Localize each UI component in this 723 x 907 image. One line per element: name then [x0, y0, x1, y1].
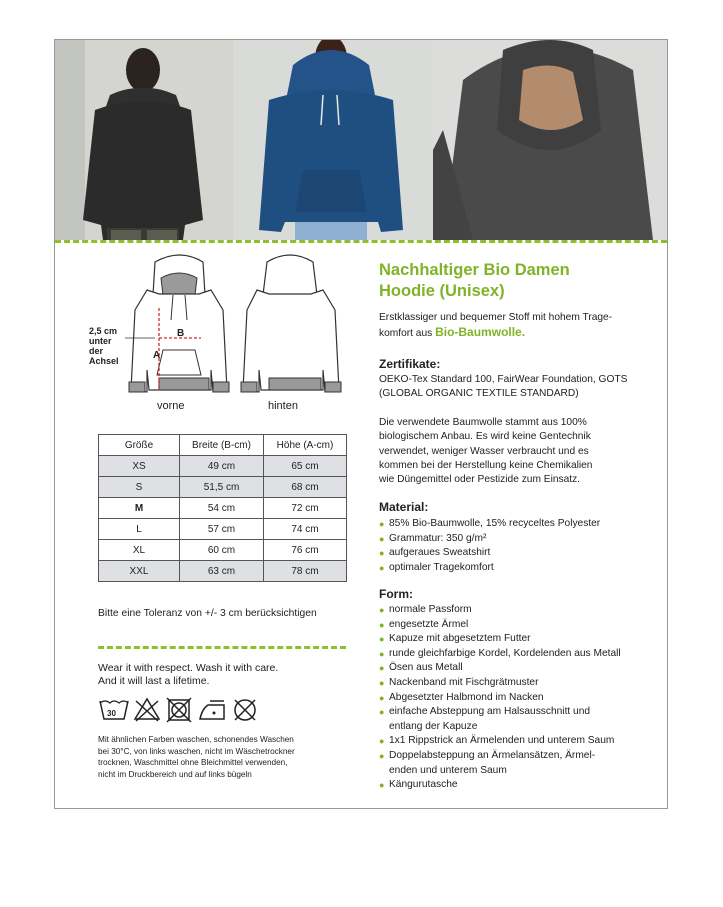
cotton-line: kommen bei der Herstellung keine Chemikalien [379, 459, 593, 471]
bullet-icon: ● [379, 533, 385, 544]
cell-width: 57 cm [180, 519, 264, 540]
list-item [379, 618, 621, 633]
header-height: Höhe (A-cm) [264, 435, 347, 456]
list-item-text: aufgeraues Sweatshirt [389, 547, 491, 559]
photo-blue-hoodie-front [233, 40, 433, 240]
cell-width: 60 cm [180, 540, 264, 561]
bullet-icon: ● [379, 663, 385, 674]
cell-size: L [99, 519, 180, 540]
cell-width: 49 cm [180, 456, 264, 477]
bullet-icon: ● [379, 736, 385, 747]
intro-prefix: komfort aus [379, 328, 436, 340]
care-instructions [98, 734, 295, 780]
product-photos [55, 40, 667, 240]
armpit-note-line: Achsel [89, 356, 119, 366]
divider-care [98, 646, 346, 649]
cell-width: 51,5 cm [180, 477, 264, 498]
list-item [379, 603, 621, 618]
list-item-text: Grammatur: 350 g/m² [389, 532, 487, 544]
list-item-text: Kapuze mit abgesetztem Futter [389, 633, 531, 645]
bullet-icon: ● [379, 562, 385, 573]
table-row [99, 456, 347, 477]
photo-grey-hoodie-detail [433, 40, 667, 240]
front-label: vorne [157, 400, 185, 412]
product-title [379, 260, 649, 302]
tolerance-note: Bitte eine Toleranz von +/- 3 cm berücksichtigen [98, 608, 317, 619]
material-heading: Material: [379, 500, 429, 514]
cell-height: 72 cm [264, 498, 347, 519]
list-item [379, 691, 621, 706]
list-item-text: runde gleichfarbige Kordel, Kordelenden aus Metall [389, 647, 621, 659]
bullet-icon: ● [379, 677, 385, 688]
material-list [379, 517, 600, 575]
cell-height: 68 cm [264, 477, 347, 498]
bullet-icon: ● [379, 692, 385, 703]
bullet-icon: ● [379, 605, 385, 615]
list-item [379, 778, 621, 793]
cotton-paragraph [379, 416, 592, 487]
list-item-text: Abgesetzter Halbmond im Nacken [389, 691, 544, 703]
care-slogan-line: Wear it with respect. Wash it with care. [98, 662, 279, 674]
list-item [379, 561, 600, 576]
bullet-icon: ● [379, 519, 385, 529]
list-item-text: einfache Absteppung am Halsausschnitt und [389, 706, 591, 718]
cell-size: XXL [99, 561, 180, 582]
care-line: nicht im Druckbereich und auf links bügeln [98, 769, 252, 779]
care-line: trocknen, Waschmittel ohne Bleichmittel verwenden, [98, 758, 288, 768]
wash-temp: 30 [107, 709, 116, 718]
list-item [379, 734, 621, 749]
list-item-text: engesetzte Ärmel [389, 618, 469, 630]
marker-a: A [153, 350, 161, 361]
intro-line [379, 325, 612, 341]
cell-width: 54 cm [180, 498, 264, 519]
armpit-note-line: 2,5 cm [89, 326, 118, 336]
care-symbols [98, 697, 268, 723]
cell-size: S [99, 477, 180, 498]
cell-width: 63 cm [180, 561, 264, 582]
back-label: hinten [268, 400, 298, 412]
certificates-line: (GLOBAL ORGANIC TEXTILE STANDARD) [379, 388, 579, 400]
no-tumble-dry-icon [167, 698, 191, 722]
table-row [99, 519, 347, 540]
title-line: Nachhaltiger Bio Damen [379, 261, 570, 279]
cell-height: 74 cm [264, 519, 347, 540]
form-heading: Form: [379, 587, 413, 601]
care-line: Mit ähnlichen Farben waschen, schonendes Waschen [98, 735, 294, 744]
bullet-icon: ● [379, 780, 385, 791]
list-item-text: 1x1 Rippstrick an Ärmelenden und unterem Saum [389, 735, 615, 747]
list-item-text: Nackenband mit Fischgrätmuster [389, 676, 539, 688]
list-item [379, 546, 600, 561]
cotton-line: wie Düngemittel oder Pestizide zum Einsatz. [379, 474, 581, 486]
armpit-note [89, 326, 119, 366]
table-row [99, 477, 347, 498]
armpit-note-line: der [89, 346, 104, 356]
divider-top [55, 240, 667, 243]
list-item [379, 517, 600, 532]
list-item [379, 532, 600, 547]
bullet-icon: ● [379, 619, 385, 630]
list-item [379, 676, 621, 691]
intro-highlight: Bio-Baumwolle. [435, 325, 526, 340]
list-item-text: 85% Bio-Baumwolle, 15% recyceltes Polyester [389, 518, 601, 529]
header-size: Größe [99, 435, 180, 456]
care-line: bei 30°C, von links waschen, nicht im Wäschetrockner [98, 746, 295, 756]
bullet-icon: ● [379, 634, 385, 645]
wash-30-icon [100, 701, 128, 719]
list-item-text: Doppelabsteppung an Ärmelansätzen, Ärmel- [389, 749, 596, 761]
cell-size: XS [99, 456, 180, 477]
size-table [98, 434, 347, 582]
cotton-line: biologischem Anbau. Es wird keine Gentechnik [379, 431, 591, 443]
cell-size: M [99, 498, 180, 519]
table-row [99, 540, 347, 561]
list-item [379, 632, 621, 647]
size-table-header [99, 435, 347, 456]
cell-height: 65 cm [264, 456, 347, 477]
form-list [379, 603, 621, 793]
hoodie-back-drawing [241, 255, 341, 392]
care-slogan-line: And it will last a lifetime. [98, 675, 210, 687]
cell-size: XL [99, 540, 180, 561]
certificates-heading: Zertifikate: [379, 357, 441, 371]
cell-height: 78 cm [264, 561, 347, 582]
table-row [99, 561, 347, 582]
list-item-continuation: enden und unterem Saum [389, 764, 507, 776]
list-item-text: optimaler Tragekomfort [389, 561, 494, 573]
list-item-text: normale Passform [389, 604, 472, 615]
hoodie-front-drawing [125, 255, 229, 392]
certificates-line: OEKO-Tex Standard 100, FairWear Foundation, GOTS [379, 374, 628, 385]
product-sheet [54, 39, 668, 809]
header-width: Breite (B-cm) [180, 435, 264, 456]
bullet-icon: ● [379, 707, 385, 718]
no-bleach-icon [135, 699, 159, 721]
no-dry-clean-icon [235, 700, 255, 720]
cell-height: 76 cm [264, 540, 347, 561]
armpit-note-line: unter [89, 336, 112, 346]
title-line: Hoodie (Unisex) [379, 282, 505, 300]
intro-text [379, 311, 612, 342]
list-item-continuation: entlang der Kapuze [389, 720, 478, 732]
certificates-text [379, 373, 627, 402]
bullet-icon: ● [379, 548, 385, 559]
list-item-text: Kängurutasche [389, 779, 458, 791]
intro-line: Erstklassiger und bequemer Stoff mit hohem Trage- [379, 312, 613, 323]
list-item [379, 705, 621, 734]
cotton-line: verwendet, weniger Wasser verbraucht und es [379, 445, 589, 457]
photo-black-hoodie-back [55, 40, 233, 240]
iron-low-icon [200, 701, 224, 719]
bullet-icon: ● [379, 750, 385, 761]
care-slogan [98, 662, 278, 688]
list-item-text: Ösen aus Metall [389, 662, 463, 674]
list-item [379, 749, 621, 778]
marker-b: B [177, 328, 185, 339]
list-item [379, 661, 621, 676]
bullet-icon: ● [379, 648, 385, 659]
table-row [99, 498, 347, 519]
list-item [379, 647, 621, 662]
cotton-line: Die verwendete Baumwolle stammt aus 100% [379, 417, 587, 428]
